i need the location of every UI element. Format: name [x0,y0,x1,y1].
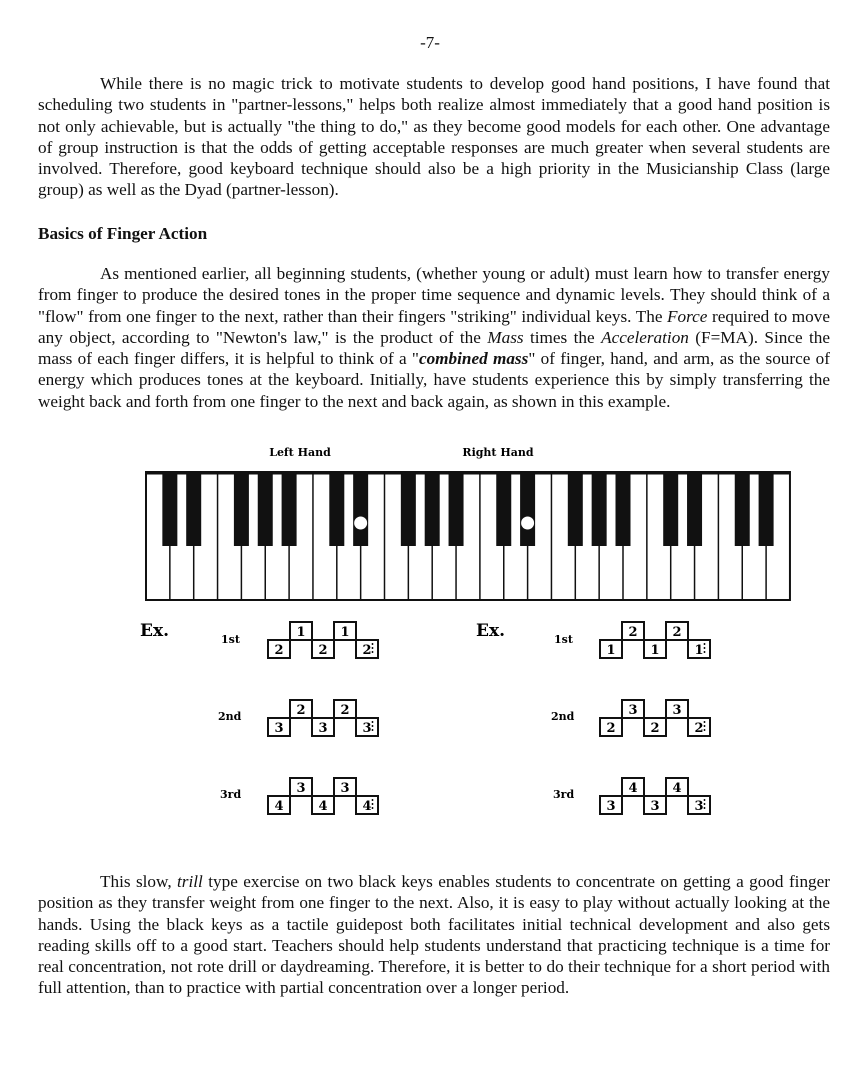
text-run: required to move any object, according to "Newton's law," is the product of the [38,306,830,347]
black-key [258,472,273,546]
italic-term: combined mass [418,349,529,369]
text-line: energy from finger to produce the desired tones in the proper time sequence and dynamic levels. They [38,264,830,305]
finger-low-number: 1 [650,643,660,658]
exercise-left-2nd [218,700,378,736]
black-key [663,472,678,546]
black-key [401,472,416,546]
trill-paragraph [38,871,830,999]
example-label-right: Ex. [476,621,506,641]
exercise-right-2nd [551,700,710,736]
finger-low-number: 1 [606,643,616,658]
finger-high-number: 4 [672,781,682,796]
finger-low-number: 3 [274,721,284,736]
text-line: finger position as they transfer weight from one finger to the next. Also, it is easy to play without [38,872,830,913]
italic-term: Mass [487,327,524,347]
text-line: As mentioned earlier, all beginning students, (whether young or adult) must learn how to transfer [100,264,779,283]
black-key [282,472,297,546]
text-run: type exercise on two black keys enables students to concentrate on getting a good [202,872,784,891]
intro-paragraph [38,73,830,201]
finger-low-number: 1 [694,643,704,658]
italic-term: Acceleration [601,327,689,347]
text-run: The [635,306,668,326]
text-line: actually looking at the hands. Using the black keys as a tactile guidepost both facilitates initial technical [38,893,831,934]
text-line: over a longer period. [426,978,570,998]
exercise-label: 3rd [220,788,242,801]
finger-low-number: 2 [318,643,328,658]
italic-term: trill [177,872,203,891]
text-line: other. One advantage of group instruction is that the odds of getting acceptable responses are much [38,116,831,157]
finger-high-number: 2 [628,625,638,640]
finger-high-number: 3 [296,781,306,796]
black-key [735,472,750,546]
finger-high-number: 1 [296,625,306,640]
black-key [234,472,249,546]
finger-action-paragraph [38,263,830,412]
exercise-label: 1st [221,633,240,646]
finger-high-number: 3 [672,703,682,718]
exercise-label: 3rd [553,788,575,801]
black-key [759,472,774,546]
finger-low-number: 3 [362,721,372,736]
exercise-right-1st [554,622,710,658]
finger-low-number: 2 [650,721,660,736]
black-key [162,472,177,546]
text-line: should think of a "flow" from one finger to the next, rather than their fingers "striking" individual keys. [38,285,830,326]
finger-low-number: 4 [274,799,284,814]
exercise-label: 2nd [551,710,575,723]
keyboard-figure [38,440,830,835]
finger-low-number: 2 [694,721,704,736]
black-key [425,472,440,546]
finger-low-number: 4 [362,799,372,814]
right-hand-label: Right Hand [462,446,534,459]
section-heading: Basics of Finger Action [38,224,208,243]
finger-low-number: 2 [606,721,616,736]
black-key [329,472,344,546]
finger-low-number: 3 [650,799,660,814]
exercise-label: 1st [554,633,573,646]
finger-high-number: 1 [340,625,350,640]
text-line: that practicing technique is a time for real concentration, not rote drill or daydreaming. Therefore, it is [38,935,831,977]
finger-high-number: 2 [672,625,682,640]
black-key [520,472,535,546]
text-line: of finger, hand, and arm, as the source of energy which produces tones at the keyboard. Initially, have [38,349,830,390]
finger-low-number: 2 [362,643,372,658]
black-key [496,472,511,546]
black-key [568,472,583,546]
italic-term: Force [667,306,708,326]
exercise-right-3rd [553,778,710,814]
text-line: greater when several students are involved. Therefore, good keyboard technique should also be a high [38,137,830,179]
piano-keyboard [146,472,790,600]
black-key [186,472,201,546]
text-line: position is not only achievable, but is actually "the thing to do," as they become good models for each [38,95,831,136]
finger-dot [521,517,534,530]
finger-low-number: 3 [694,799,704,814]
text-run: times the [523,327,595,347]
example-label-left: Ex. [140,621,170,641]
finger-high-number: 3 [340,781,350,796]
page-number: -7- [420,33,440,52]
text-run: This slow, [100,872,178,891]
text-line: that scheduling two students in "partner-lessons," helps both realize almost immediately that a good hand [38,74,830,115]
finger-high-number: 2 [340,703,350,718]
black-key [449,472,464,546]
finger-low-number: 3 [318,721,328,736]
black-key [353,472,368,546]
finger-high-number: 3 [628,703,638,718]
text-line: development and also gets reading skills off to a good start. Teachers should help students understand [38,914,831,955]
finger-dot [354,517,367,530]
black-key [616,472,631,546]
exercise-left-1st [221,622,378,658]
finger-high-number: 2 [296,703,306,718]
finger-low-number: 3 [606,799,616,814]
keyboard-diagram [38,440,830,830]
text-line: While there is no magic trick to motivate students to develop good hand positions, I have found [100,74,798,93]
finger-low-number: 2 [274,643,284,658]
exercise-label: 2nd [218,710,242,723]
text-line: students experience this by simply transferring the weight back and forth from one finger to the next and [38,370,830,411]
exercise-left-3rd [220,778,378,814]
black-key [592,472,607,546]
finger-low-number: 4 [318,799,328,814]
text-line: better to do their technique for a short period with full attention, than to practice with partial concentration [38,957,830,998]
text-line: priority in the Musicianship Class (large group) as well as the Dyad (partner-lesson). [38,159,831,200]
text-run: (F=MA). Since the mass of each finger differs, it is helpful to think of a " [38,327,831,369]
text-run: " [528,349,536,369]
finger-high-number: 4 [628,781,638,796]
text-line: back again, as shown in this example. [410,391,671,411]
black-key [687,472,702,546]
left-hand-label: Left Hand [269,446,331,459]
